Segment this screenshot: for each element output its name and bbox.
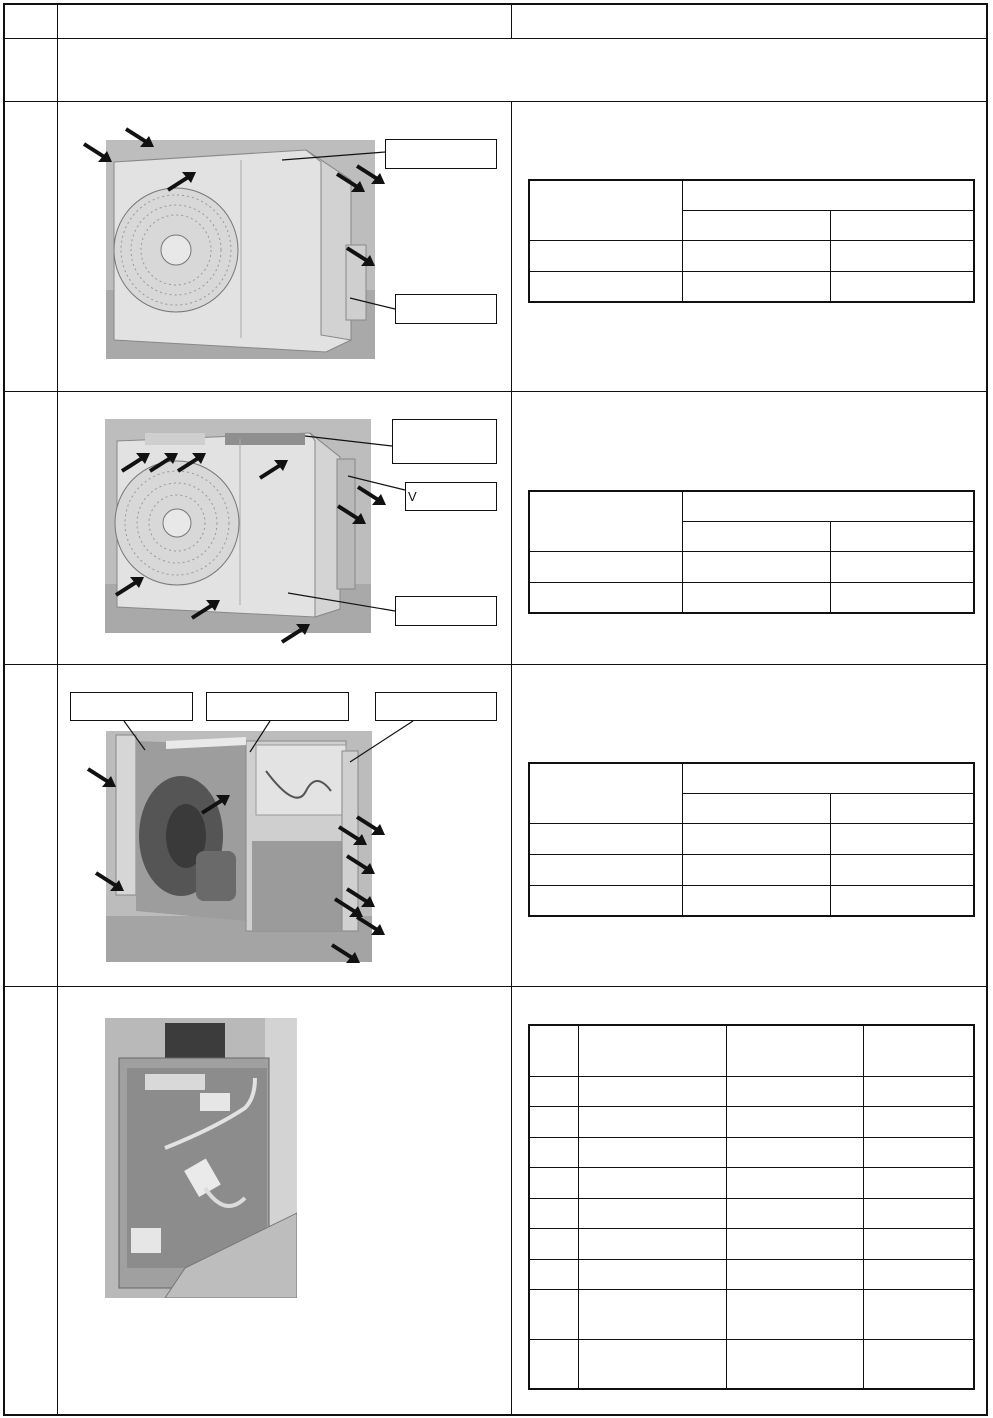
table-header-cell bbox=[683, 763, 975, 793]
table-cell bbox=[864, 1259, 975, 1289]
arrow-icon bbox=[345, 854, 379, 878]
step3-label-left bbox=[70, 692, 193, 721]
table-cell bbox=[579, 1106, 727, 1137]
table-cell bbox=[864, 1289, 975, 1339]
table-cell bbox=[529, 1167, 579, 1198]
arrow-icon bbox=[337, 825, 371, 849]
step3-spec-table bbox=[528, 762, 975, 917]
table-cell bbox=[727, 1289, 864, 1339]
table-cell bbox=[579, 1339, 727, 1389]
table-cell bbox=[529, 1076, 579, 1106]
arrow-icon bbox=[200, 791, 234, 815]
table-cell bbox=[529, 1228, 579, 1259]
table-cell bbox=[831, 854, 975, 885]
table-cell bbox=[529, 1339, 579, 1389]
table-cell bbox=[579, 1198, 727, 1228]
table-cell bbox=[579, 1076, 727, 1106]
table-cell bbox=[727, 1167, 864, 1198]
table-cell bbox=[529, 854, 683, 885]
table-cell bbox=[529, 1259, 579, 1289]
table-cell bbox=[864, 1076, 975, 1106]
table-cell bbox=[831, 823, 975, 854]
arrow-icon bbox=[86, 767, 120, 791]
table-cell bbox=[579, 1228, 727, 1259]
table-cell bbox=[579, 1137, 727, 1167]
table-cell bbox=[727, 1106, 864, 1137]
table-cell bbox=[529, 1198, 579, 1228]
table-cell bbox=[727, 1339, 864, 1389]
table-cell bbox=[864, 1106, 975, 1137]
step2-label-valve-cover: V bbox=[405, 482, 497, 511]
table-cell bbox=[727, 1228, 864, 1259]
table-cell bbox=[831, 885, 975, 916]
table-cell bbox=[529, 1106, 579, 1137]
step3-label-middle bbox=[206, 692, 349, 721]
table-cell bbox=[529, 885, 683, 916]
table-header-cell bbox=[864, 1025, 975, 1076]
arrow-icon bbox=[94, 871, 128, 895]
table-cell bbox=[683, 854, 831, 885]
table-cell bbox=[864, 1167, 975, 1198]
table-cell bbox=[579, 1259, 727, 1289]
arrow-icon bbox=[355, 915, 389, 939]
table-cell bbox=[864, 1339, 975, 1389]
table-cell bbox=[727, 1198, 864, 1228]
table-cell bbox=[683, 885, 831, 916]
table-header-cell bbox=[831, 793, 975, 823]
table-header-cell bbox=[529, 763, 683, 823]
table-cell bbox=[529, 823, 683, 854]
table-cell bbox=[579, 1289, 727, 1339]
table-header-cell bbox=[529, 1025, 579, 1076]
arrow-icon bbox=[330, 943, 364, 967]
table-cell bbox=[683, 823, 831, 854]
table-cell bbox=[727, 1137, 864, 1167]
table-cell bbox=[864, 1137, 975, 1167]
step3-label-right bbox=[375, 692, 497, 721]
table-header-cell bbox=[579, 1025, 727, 1076]
table-header-cell bbox=[727, 1025, 864, 1076]
table-cell bbox=[529, 1289, 579, 1339]
table-cell bbox=[579, 1167, 727, 1198]
step4-connector-table bbox=[528, 1024, 975, 1390]
table-cell bbox=[529, 1137, 579, 1167]
table-cell bbox=[864, 1198, 975, 1228]
table-cell bbox=[727, 1259, 864, 1289]
control-board-photo bbox=[105, 1018, 297, 1298]
table-cell bbox=[864, 1228, 975, 1259]
table-cell bbox=[727, 1076, 864, 1106]
table-header-cell bbox=[683, 793, 831, 823]
